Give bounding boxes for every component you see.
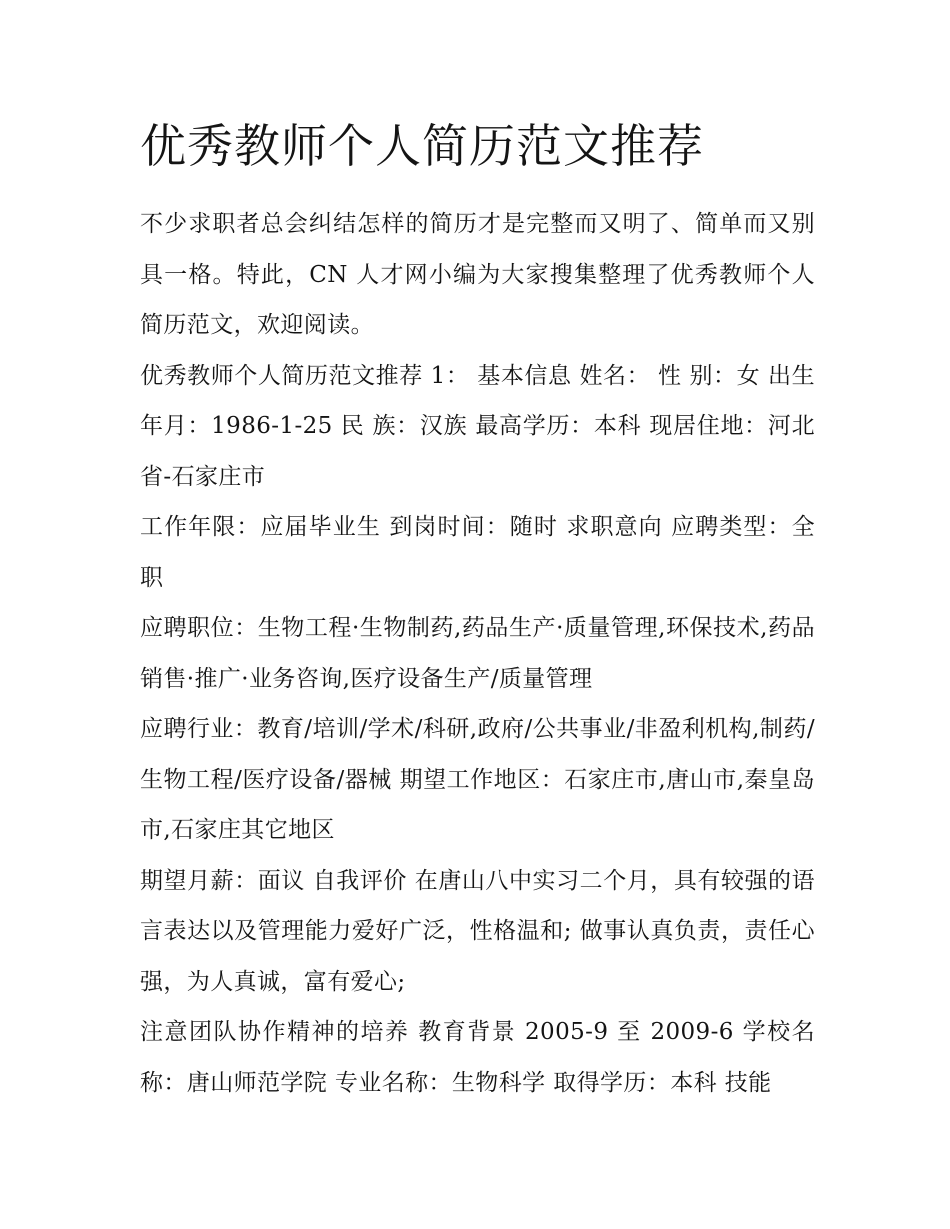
page-title: 优秀教师个人简历范文推荐 (140, 119, 704, 173)
document-body (140, 199, 815, 1108)
desired-industry-paragraph: 应聘行业：教育/培训/学术/科研,政府/公共事业/非盈利机构,制药/生物工程/医疗设备/器械 期望工作地区：石家庄市,唐山市,秦皇岛市,石家庄其它地区 (140, 716, 815, 843)
desired-position-paragraph: 应聘职位：生物工程·生物制药,药品生产·质量管理,环保技术,药品销售·推广·业务咨询,医疗设备生产/质量管理 (140, 615, 815, 692)
self-evaluation-paragraph: 期望月薪：面议 自我评价 在唐山八中实习二个月，具有较强的语言表达以及管理能力爱好广泛，性格温和; 做事认真负责，责任心强，为人真诚，富有爱心; (140, 867, 815, 995)
intro-paragraph: 不少求职者总会纠结怎样的简历才是完整而又明了、简单而又别具一格。特此，CN 人才网小编为大家搜集整理了优秀教师个人简历范文，欢迎阅读。 (140, 211, 815, 338)
basic-info-paragraph: 优秀教师个人简历范文推荐 1： 基本信息 姓名： 性 别：女 出生年月：1986-1-25 民 族：汉族 最高学历：本科 现居住地：河北省-石家庄市 (140, 362, 815, 490)
education-paragraph: 注意团队协作精神的培养 教育背景 2005-9 至 2009-6 学校名称：唐山师范学院 专业名称：生物科学 取得学历：本科 技能 (140, 1019, 815, 1096)
job-intent-paragraph: 工作年限：应届毕业生 到岗时间：随时 求职意向 应聘类型：全职 (140, 514, 815, 591)
